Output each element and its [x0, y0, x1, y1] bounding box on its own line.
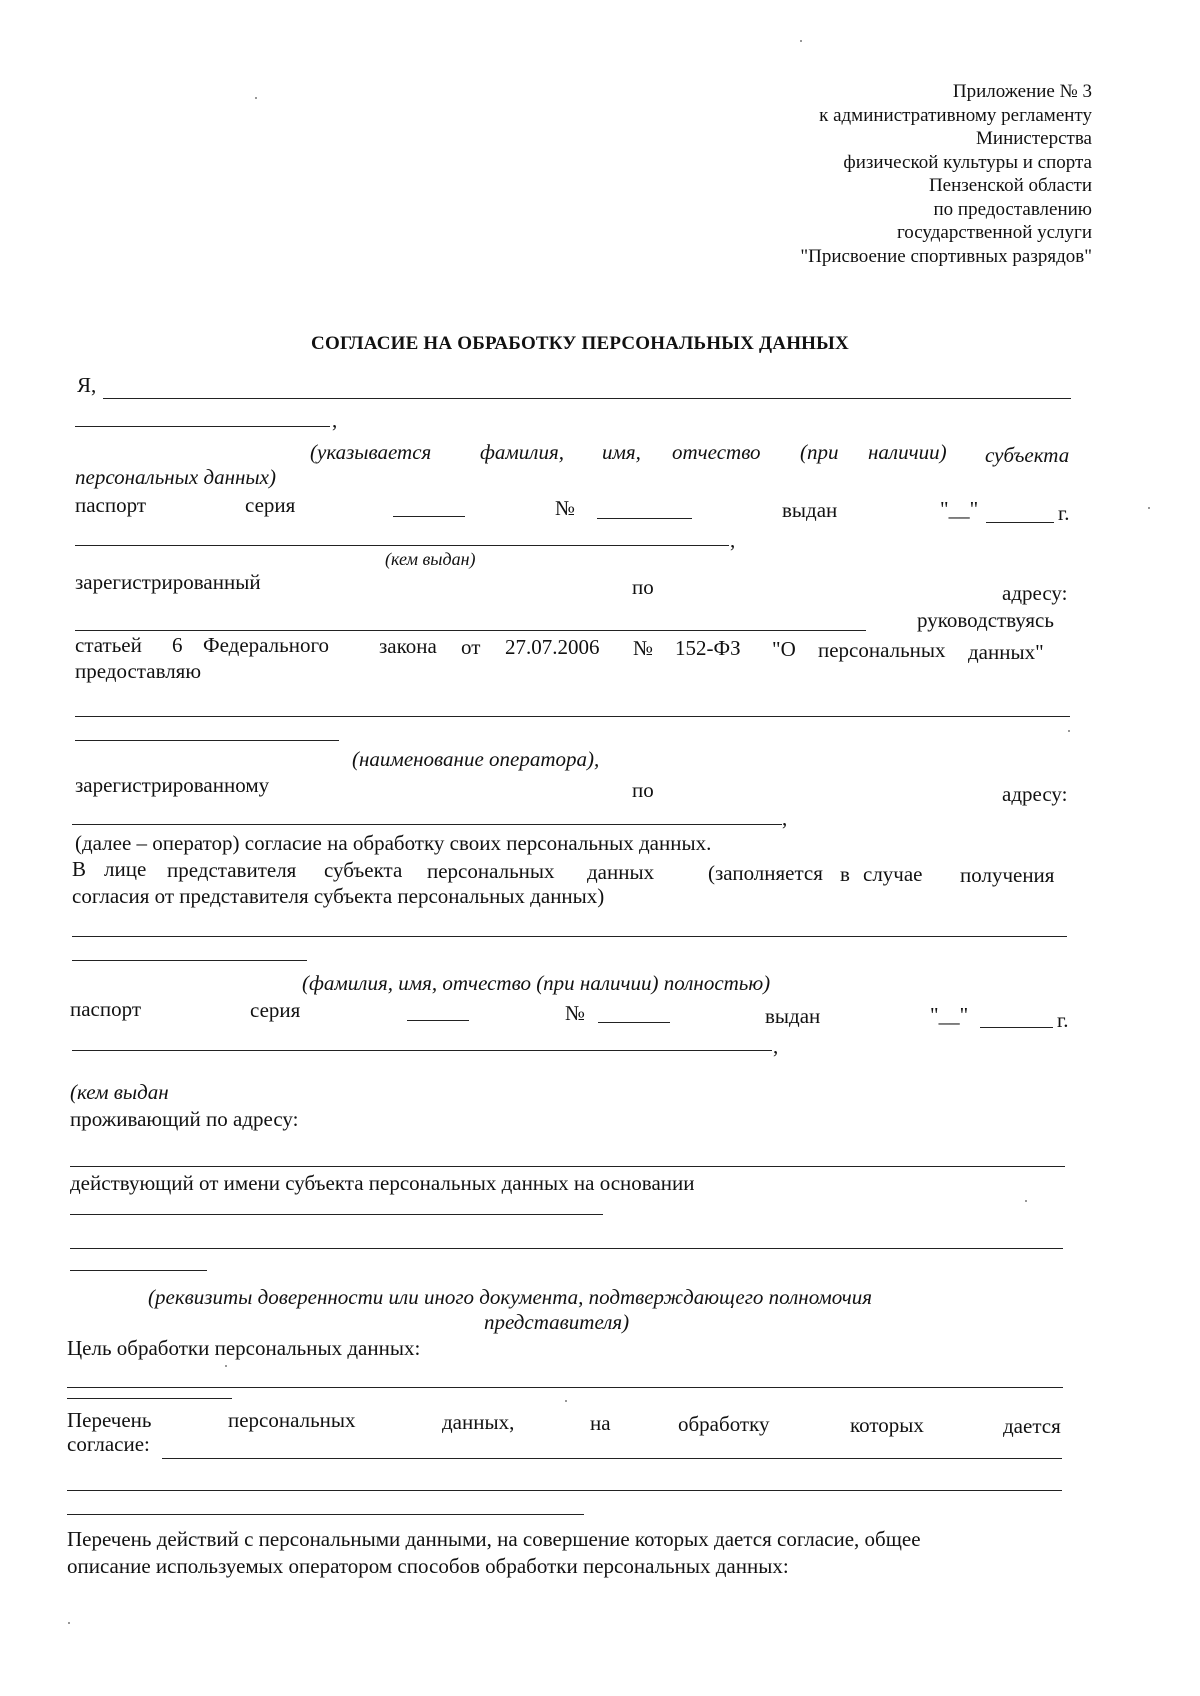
data-list-field[interactable]	[162, 1458, 1062, 1459]
law-word: 6	[172, 633, 183, 657]
header-line: "Присвоение спортивных разрядов"	[800, 245, 1092, 267]
registered-address-field[interactable]	[75, 630, 866, 631]
operator-registered-label: зарегистрированному	[75, 773, 270, 797]
law-word: статьей	[75, 633, 142, 657]
operator-name-hint: (наименование оператора),	[352, 747, 600, 771]
header-line: Пензенской области	[928, 175, 1092, 196]
passport-label: паспорт	[70, 997, 142, 1021]
registered-label: зарегистрированный	[75, 570, 261, 594]
purpose-field-cont[interactable]	[67, 1398, 232, 1399]
law-word: 27.07.2006	[505, 635, 600, 659]
rep-passport-number-field[interactable]	[598, 1022, 670, 1023]
header-line: к административному регламенту	[819, 104, 1092, 126]
issued-by-hint: (кем выдан)	[385, 549, 476, 569]
year-label: г.	[1058, 501, 1070, 525]
operator-name-field-cont[interactable]	[75, 740, 339, 741]
actions-line2: описание используемых оператором способов обработки персональных данных:	[67, 1554, 789, 1578]
law-word: 152-ФЗ	[675, 636, 741, 660]
operator-address-field[interactable]	[72, 824, 782, 825]
number-label: №	[565, 1001, 586, 1025]
passport-number-field[interactable]	[597, 518, 692, 519]
scan-speck	[565, 1400, 567, 1402]
scan-speck	[800, 40, 802, 42]
rep-issue-year-field[interactable]	[980, 1027, 1053, 1028]
hint-word: наличии)	[868, 440, 947, 464]
rep-word: В	[72, 857, 87, 881]
scan-speck	[225, 1365, 227, 1367]
passport-series-field[interactable]	[393, 516, 465, 517]
rep-intro-line2: согласия от представителя субъекта персональных данных)	[72, 884, 605, 908]
acting-label: действующий от имени субъекта персональных данных на основании	[70, 1171, 695, 1195]
basis-document-field-cont2[interactable]	[70, 1270, 207, 1271]
po-label: по	[632, 778, 654, 802]
ya-label: Я,	[77, 373, 97, 397]
scan-speck	[1148, 507, 1150, 509]
data-list-word: которых	[850, 1413, 924, 1437]
po-label: по	[632, 575, 654, 599]
data-list-word: персональных	[228, 1408, 356, 1432]
rep-word: субъекта	[324, 858, 403, 882]
data-list-field-cont2[interactable]	[67, 1514, 584, 1515]
scan-speck	[1068, 730, 1070, 732]
law-word: данных"	[968, 640, 1044, 664]
address-label: адресу:	[1002, 581, 1068, 605]
consent-label: согласие:	[67, 1432, 150, 1456]
address-label: адресу:	[1002, 782, 1068, 806]
data-list-word: Перечень	[67, 1408, 152, 1432]
rep-fio-field[interactable]	[72, 936, 1067, 937]
actions-line1: Перечень действий с персональными данными, на совершение которых дается согласие, общее	[67, 1527, 921, 1551]
subject-name-field-cont[interactable]	[75, 426, 330, 427]
rep-word: представителя	[167, 858, 297, 882]
issued-label: выдан	[765, 1004, 821, 1028]
law-word: "О	[772, 637, 796, 661]
data-list-word: дается	[1003, 1414, 1061, 1438]
rep-issue-day-field[interactable]: "__"	[930, 1003, 969, 1027]
header-line: государственной услуги	[896, 222, 1092, 243]
rep-address-field[interactable]	[70, 1166, 1065, 1167]
rep-passport-series-field[interactable]	[407, 1020, 469, 1021]
header-line: по предоставлению	[933, 198, 1092, 220]
data-list-word: данных,	[442, 1410, 515, 1434]
data-list-field-cont[interactable]	[67, 1490, 1062, 1491]
subject-name-field[interactable]	[103, 398, 1071, 399]
issued-by-field[interactable]	[75, 545, 729, 546]
provide-label: предоставляю	[75, 659, 202, 683]
header-line: физической культуры и спорта	[843, 151, 1092, 173]
year-label: г.	[1057, 1008, 1069, 1032]
header-line: Министерства	[976, 128, 1092, 149]
law-word: закона	[379, 634, 437, 658]
rep-word: получения	[960, 863, 1055, 887]
doc-hint-line2: представителя)	[484, 1310, 630, 1334]
rep-word: случае	[863, 862, 923, 886]
purpose-label: Цель обработки персональных данных:	[67, 1336, 421, 1360]
comma: ,	[730, 528, 736, 552]
document-title: СОГЛАСИЕ НА ОБРАБОТКУ ПЕРСОНАЛЬНЫХ ДАННЫХ	[311, 333, 849, 354]
rep-word: в	[840, 862, 850, 886]
comma: ,	[773, 1034, 779, 1058]
rep-issued-by-hint: (кем выдан	[70, 1080, 169, 1104]
hint-word: субъекта	[985, 443, 1070, 467]
data-list-word: на	[590, 1411, 611, 1435]
rep-word: данных	[587, 860, 655, 884]
appendix-header	[800, 80, 1092, 268]
issued-label: выдан	[782, 498, 838, 522]
rep-word: лице	[104, 857, 147, 881]
scan-speck	[1025, 1200, 1027, 1202]
issue-day-field[interactable]: "__"	[940, 497, 979, 521]
rep-word: персональных	[427, 859, 555, 883]
scan-speck	[68, 1622, 70, 1624]
data-list-word: обработку	[678, 1412, 770, 1436]
doc-hint-line1: (реквизиты доверенности или иного документа, подтверждающего полномочия	[148, 1285, 873, 1309]
rep-fio-field-cont[interactable]	[72, 960, 307, 961]
passport-label: паспорт	[75, 493, 147, 517]
scan-speck	[255, 97, 257, 99]
hint-word: имя,	[602, 440, 641, 464]
guided-label: руководствуясь	[917, 608, 1054, 632]
comma: ,	[782, 806, 788, 830]
rep-fio-hint: (фамилия, имя, отчество (при наличии) полностью)	[302, 971, 771, 995]
purpose-field[interactable]	[67, 1387, 1063, 1388]
hint-word: отчество	[672, 440, 761, 464]
hint-word: (указывается	[310, 440, 432, 464]
operator-name-field[interactable]	[75, 716, 1070, 717]
comma: ,	[332, 408, 338, 432]
hint-word: (при	[800, 440, 839, 464]
operator-consent-text: (далее – оператор) согласие на обработку своих персональных данных.	[75, 831, 712, 855]
hint-word: фамилия,	[480, 440, 564, 464]
basis-document-field-cont[interactable]	[70, 1248, 1063, 1249]
rep-issued-by-field[interactable]	[72, 1050, 772, 1051]
basis-document-field[interactable]	[70, 1214, 603, 1215]
law-word: от	[461, 635, 481, 659]
header-line: Приложение № 3	[952, 81, 1092, 102]
series-label: серия	[250, 998, 301, 1022]
number-label: №	[555, 496, 576, 520]
series-label: серия	[245, 493, 296, 517]
issue-year-field[interactable]	[986, 522, 1054, 523]
law-word: №	[633, 636, 654, 660]
law-word: Федерального	[203, 633, 330, 657]
rep-word: (заполняется	[708, 861, 823, 885]
law-word: персональных	[818, 638, 946, 662]
residing-label: проживающий по адресу:	[70, 1107, 299, 1131]
hint-word: персональных данных)	[75, 465, 276, 489]
